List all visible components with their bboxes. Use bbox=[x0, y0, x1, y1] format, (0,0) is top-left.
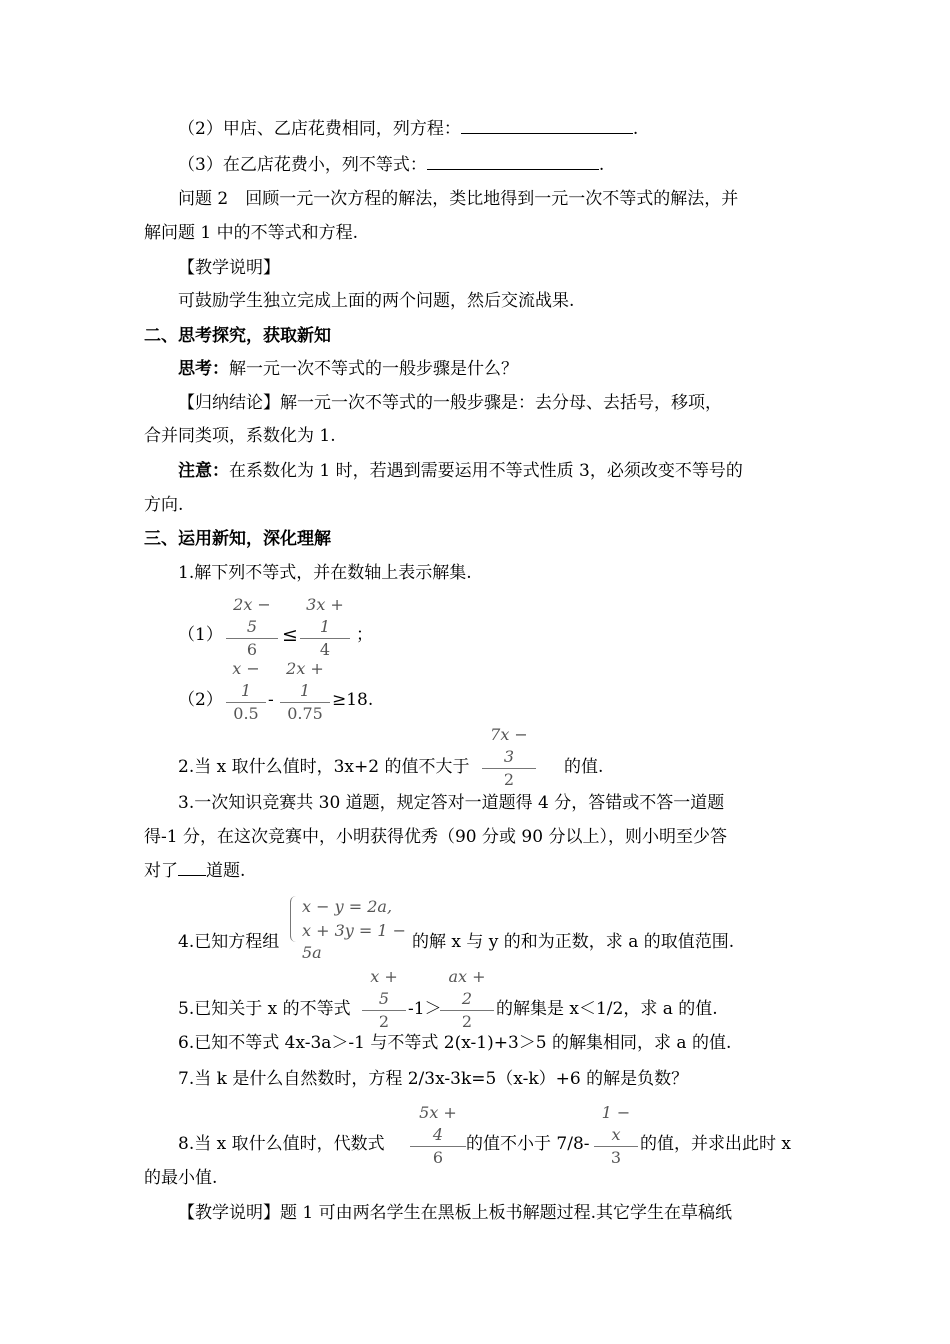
exercise-5-pre: 5.已知关于 x 的不等式 bbox=[178, 999, 351, 1019]
fraction: 3x + 1 4 bbox=[300, 594, 350, 661]
section-2-heading: 二、思考探究，获取新知 bbox=[144, 326, 331, 346]
exercise-5-mid: -1＞ bbox=[408, 999, 442, 1019]
conclusion-line1: 【归纳结论】解一元一次不等式的一般步骤是：去分母、去括号，移项， bbox=[178, 393, 722, 413]
teaching-note-text: 可鼓励学生独立完成上面的两个问题，然后交流战果. bbox=[178, 291, 575, 311]
exercise-8-post: 的值，并求出此时 x bbox=[640, 1134, 791, 1154]
exercise-6: 6.已知不等式 4x-3a＞-1 与不等式 2(x-1)+3＞5 的解集相同，求 a 的值. bbox=[178, 1033, 732, 1053]
fraction: x + 5 2 bbox=[362, 966, 406, 1033]
exercise-8-line2: 的最小值. bbox=[144, 1168, 218, 1188]
fraction: ax + 2 2 bbox=[440, 966, 494, 1033]
minus-sign: - bbox=[268, 690, 274, 710]
fraction: x − 1 0.5 bbox=[226, 658, 266, 725]
brace bbox=[290, 896, 299, 942]
teaching-note-2: 【教学说明】题 1 可由两名学生在黑板上板书解题过程.其它学生在草稿纸 bbox=[178, 1203, 733, 1223]
exercise-1-text: 1.解下列不等式，并在数轴上表示解集. bbox=[178, 563, 472, 583]
problem-2-line1: 问题 2 回顾一元一次方程的解法，类比地得到一元一次不等式的解法，并 bbox=[178, 189, 739, 209]
question-1-2: （2）甲店、乙店花费相同，列方程： . bbox=[178, 119, 639, 139]
exercise-2-pre: 2.当 x 取什么值时，3x+2 的值不大于 bbox=[178, 757, 470, 777]
think-question: 思考：解一元一次不等式的一般步骤是什么？ bbox=[178, 359, 518, 379]
exercise-3-line2: 得-1 分，在这次竞赛中，小明获得优秀（90 分或 90 分以上），则小明至少答 bbox=[144, 827, 727, 847]
exercise-7: 7.当 k 是什么自然数时，方程 2/3x-3k=5（x-k）+6 的解是负数？ bbox=[178, 1069, 689, 1089]
semicolon: ； bbox=[356, 625, 373, 645]
problem-2-line2: 解问题 1 中的不等式和方程. bbox=[144, 223, 359, 243]
answer-blank[interactable] bbox=[461, 117, 633, 134]
fraction: 2x + 1 0.75 bbox=[280, 658, 330, 725]
exercise-3-line1: 3.一次知识竞赛共 30 道题，规定答对一道题得 4 分，答错或不答一道题 bbox=[178, 793, 725, 813]
exercise-1a-label: （1） bbox=[178, 625, 223, 645]
exercise-1b-end: ≥18. bbox=[332, 690, 374, 710]
exercise-8-pre: 8.当 x 取什么值时，代数式 bbox=[178, 1134, 385, 1154]
conclusion-line2: 合并同类项，系数化为 1. bbox=[144, 426, 336, 446]
exercise-2-post: 的值. bbox=[564, 757, 604, 777]
exercise-8-mid: 的值不小于 7/8- bbox=[466, 1134, 590, 1154]
answer-blank[interactable] bbox=[178, 859, 206, 876]
teaching-note-title: 【教学说明】 bbox=[178, 258, 280, 278]
exercise-4-post: 的解 x 与 y 的和为正数，求 a 的取值范围. bbox=[412, 932, 735, 952]
exercise-3-line3: 对了 道题. bbox=[144, 861, 246, 881]
note-line2: 方向. bbox=[144, 495, 184, 515]
fraction: 7x − 3 2 bbox=[482, 724, 536, 791]
exercise-5-post: 的解集是 x＜1/2，求 a 的值. bbox=[496, 999, 718, 1019]
section-3-heading: 三、运用新知，深化理解 bbox=[144, 529, 331, 549]
less-equal-sign: ≤ bbox=[282, 624, 298, 646]
exercise-1b-label: （2） bbox=[178, 690, 223, 710]
fraction: 5x + 4 6 bbox=[410, 1102, 466, 1169]
note-line1: 注意：在系数化为 1 时，若遇到需要运用不等式性质 3，必须改变不等号的 bbox=[178, 461, 743, 481]
fraction: 2x − 5 6 bbox=[226, 594, 278, 661]
question-1-3: （3）在乙店花费小，列不等式： . bbox=[178, 155, 605, 175]
answer-blank[interactable] bbox=[427, 153, 599, 170]
equation-system: x − y = 2a, x + 3y = 1 − 5a bbox=[290, 896, 414, 946]
fraction: 1 − x 3 bbox=[594, 1102, 638, 1169]
exercise-4-pre: 4.已知方程组 bbox=[178, 932, 280, 952]
